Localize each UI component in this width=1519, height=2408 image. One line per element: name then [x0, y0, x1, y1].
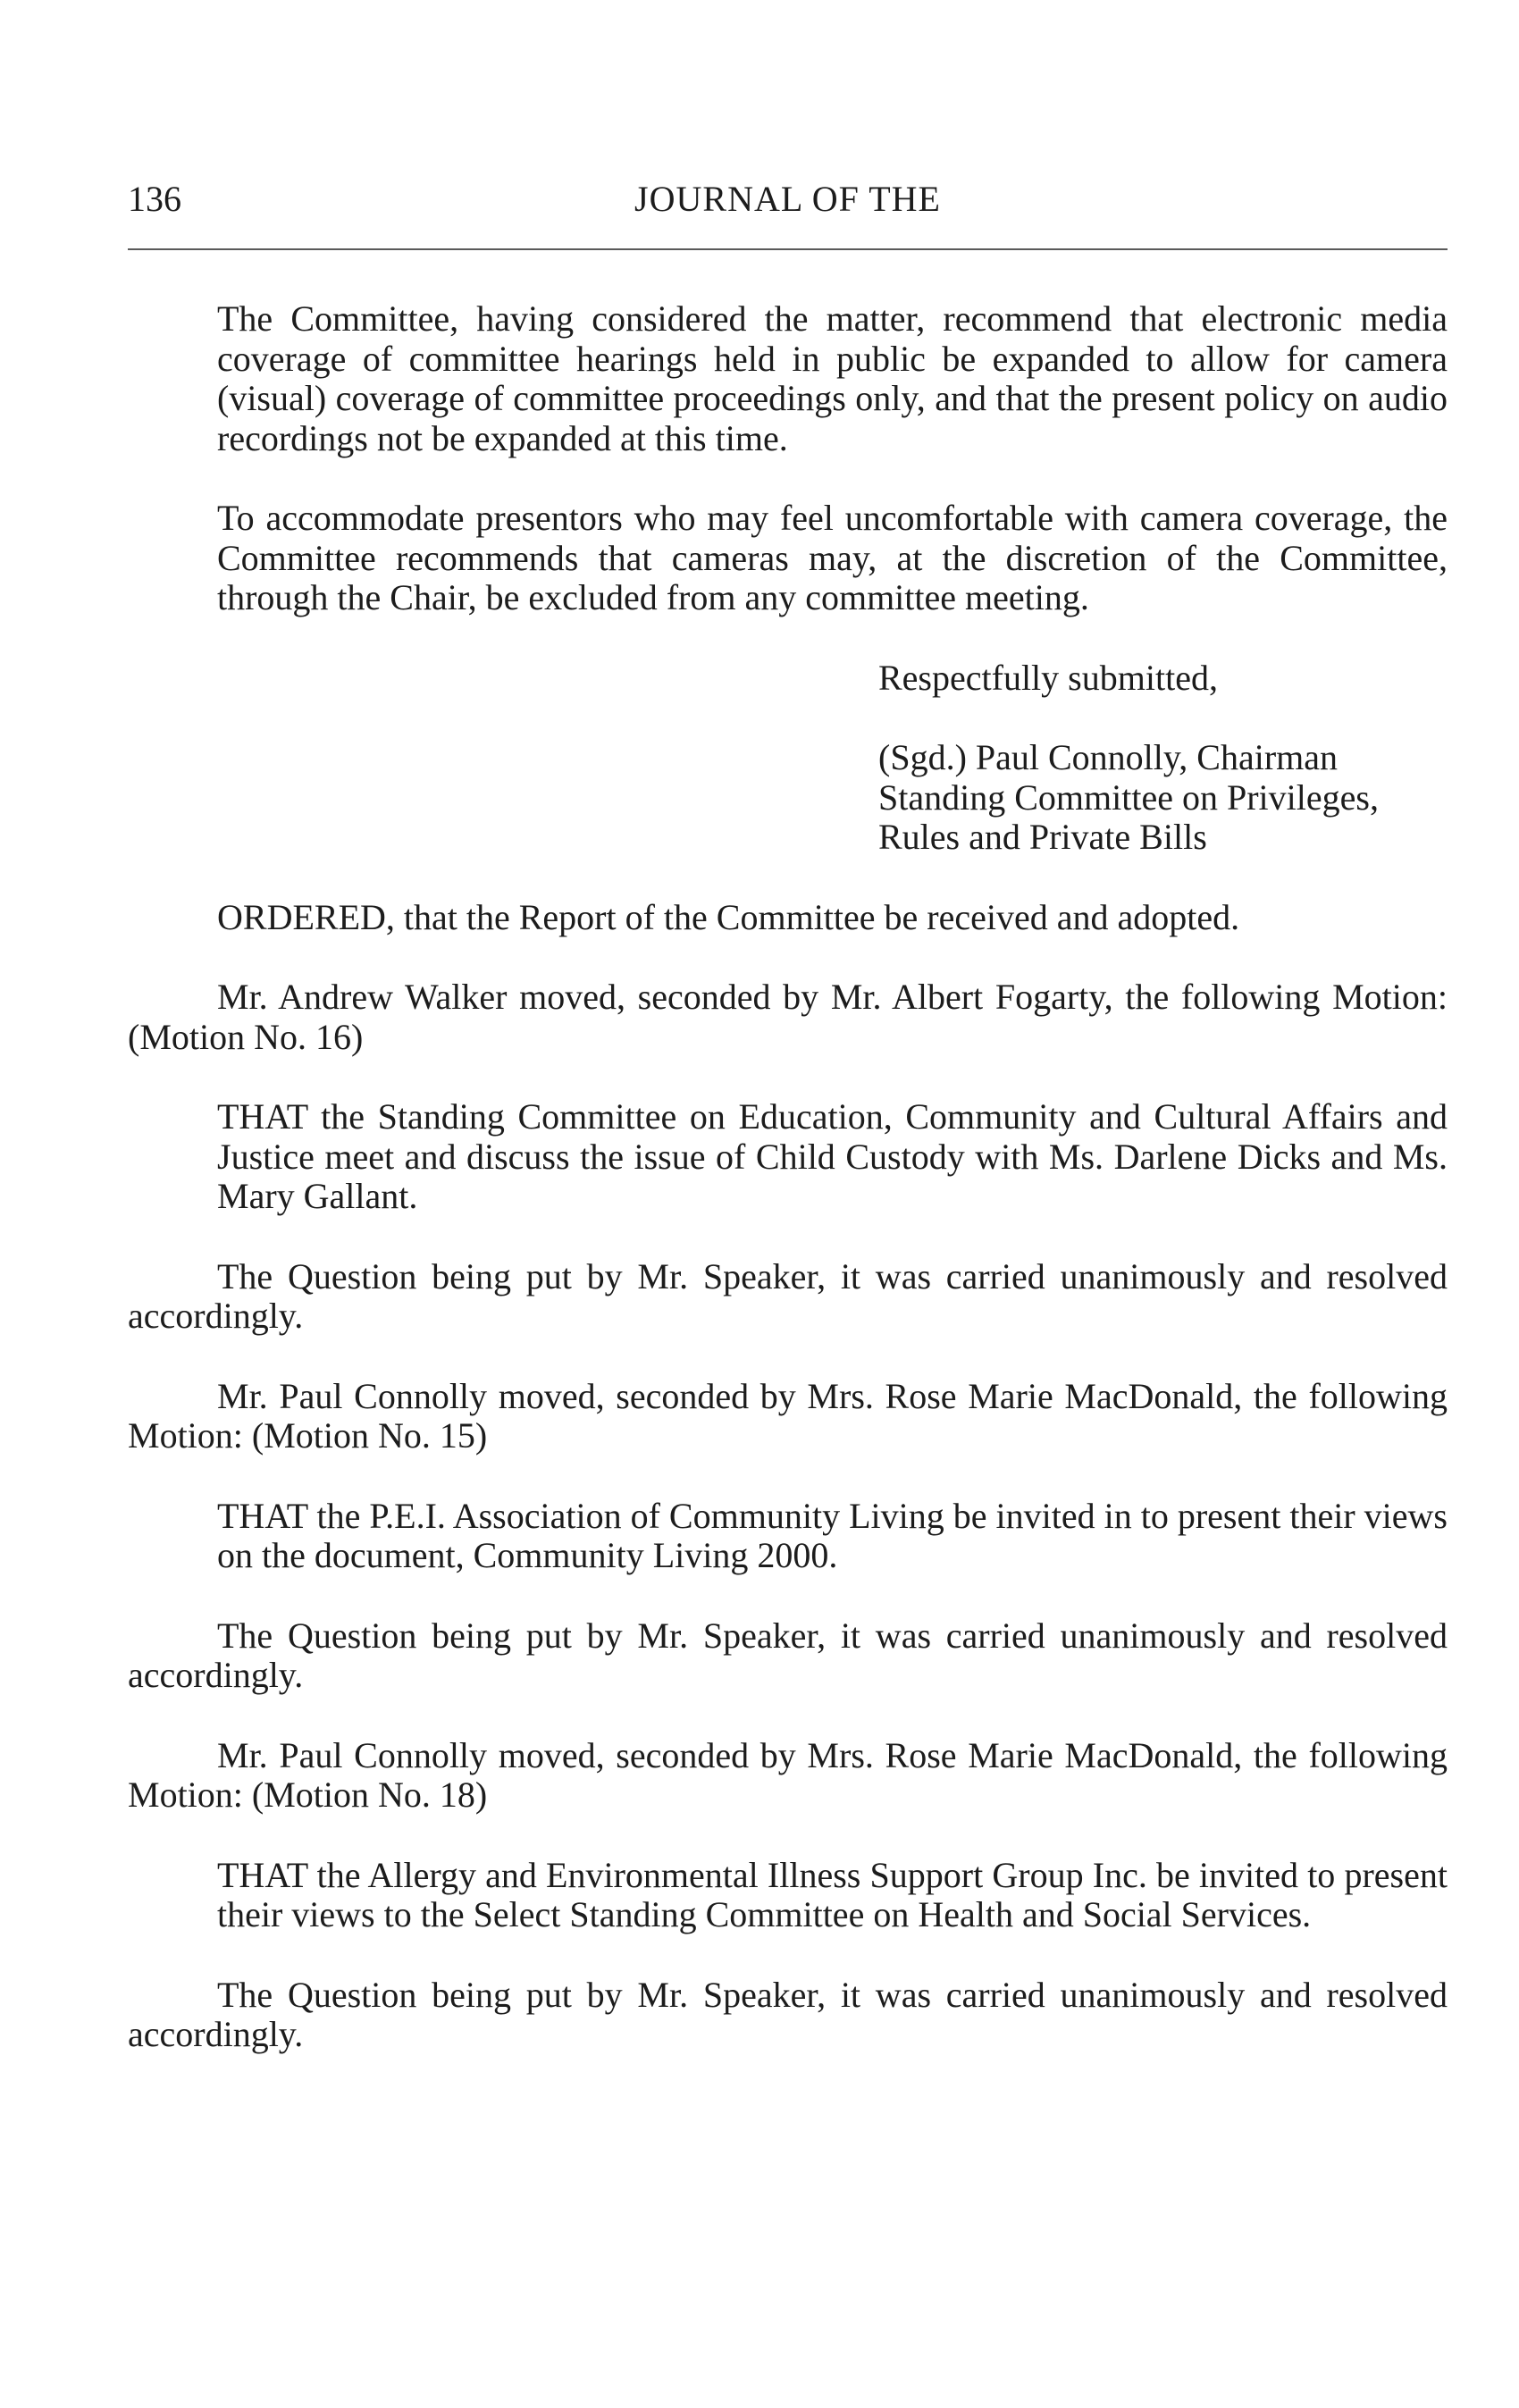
- motion-18-text: THAT the Allergy and Environmental Illness Support Group Inc. be invited to present their views to the Select Standing Committee on Health and Social Services.: [217, 1854, 1448, 1934]
- header-rule: [128, 248, 1448, 250]
- report-paragraph-coverage: The Committee, having considered the matter, recommend that electronic media coverage of committee hearings held in public be expanded to allow for camera (visual) coverage of committee proceedings only, and that the present policy on audio recordings not be expanded at this time.: [217, 298, 1448, 458]
- motion-16-result: The Question being put by Mr. Speaker, it was carried unanimously and resolved accordingly.: [128, 1255, 1448, 1336]
- signature-committee: Standing Committee on Privileges,: [878, 776, 1379, 818]
- motion-18-intro: Mr. Paul Connolly moved, seconded by Mrs. Rose Marie MacDonald, the following Motion: (Motion No. 18): [128, 1734, 1448, 1815]
- motion-15-intro: Mr. Paul Connolly moved, seconded by Mrs. Rose Marie MacDonald, the following Motion: (Motion No. 15): [128, 1375, 1448, 1456]
- motion-18-result: The Question being put by Mr. Speaker, it was carried unanimously and resolved accordingly.: [128, 1974, 1448, 2054]
- report-paragraph-presentors: To accommodate presentors who may feel uncomfortable with camera coverage, the Committee recommends that cameras may, at the discretion of the Committee, through the Chair, be excluded from any committee meeting.: [217, 498, 1448, 617]
- page-header: [128, 177, 1448, 222]
- signature-block: [878, 738, 1448, 858]
- signature-name: (Sgd.) Paul Connolly, Chairman: [878, 737, 1339, 777]
- signoff: Respectfully submitted,: [878, 657, 1218, 698]
- motion-16-text: THAT the Standing Committee on Education, Community and Cultural Affairs and Justice meet and discuss the issue of Child Custody with Ms. Darlene Dicks and Ms. Mary Gallant.: [217, 1096, 1448, 1216]
- running-title: JOURNAL OF THE: [634, 179, 941, 219]
- motion-15-text: THAT the P.E.I. Association of Community Living be invited in to present their views on the document, Community Living 2000.: [217, 1495, 1448, 1575]
- ordered-paragraph: ORDERED, that the Report of the Committee be received and adopted.: [217, 896, 1240, 937]
- signature-committee-cont: Rules and Private Bills: [878, 817, 1207, 857]
- motion-15-result: The Question being put by Mr. Speaker, it was carried unanimously and resolved accordingly.: [128, 1615, 1448, 1695]
- page-number: 136: [128, 179, 181, 219]
- motion-16-intro: Mr. Andrew Walker moved, seconded by Mr. Albert Fogarty, the following Motion: (Motion No. 16): [128, 977, 1448, 1057]
- page-body: [128, 299, 1448, 2055]
